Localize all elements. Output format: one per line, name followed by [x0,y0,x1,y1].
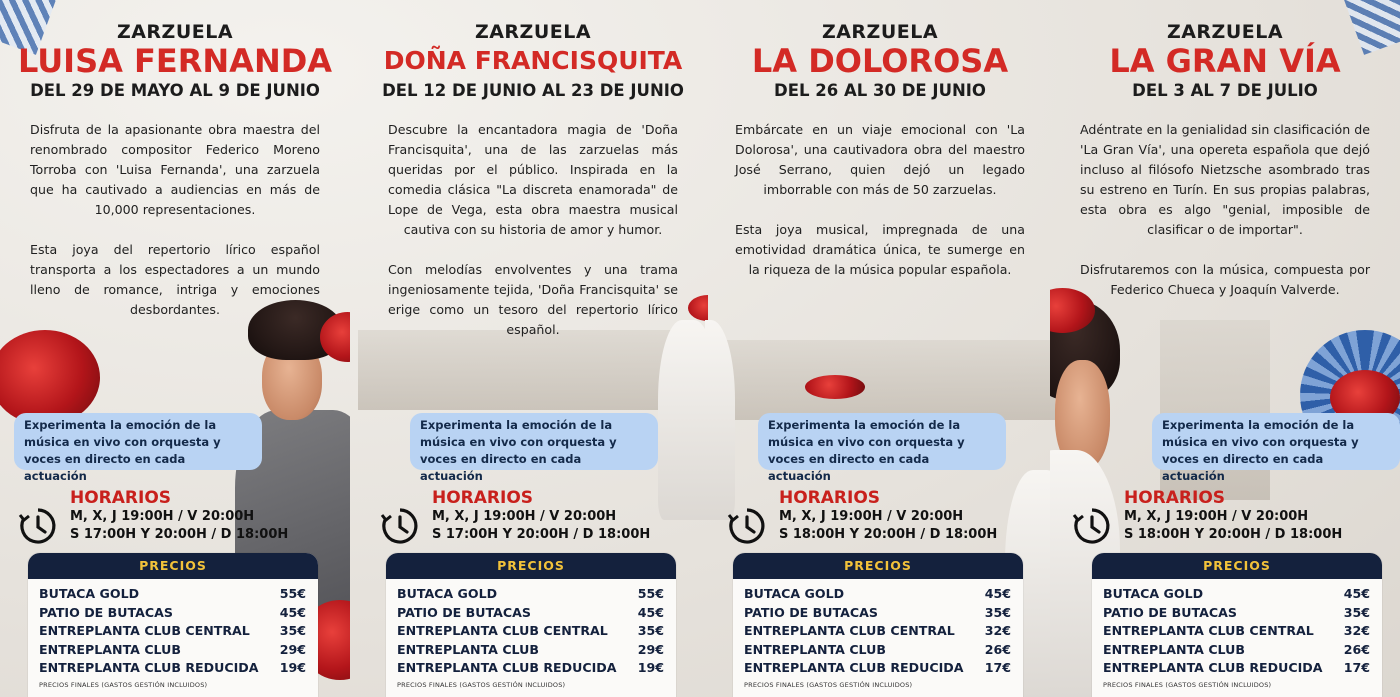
show-title: LA GRAN VÍA [1109,42,1341,80]
live-music-callout: Experimenta la emoción de la música en vivo con orquesta y voces en directo en cada actuación [410,413,658,470]
show-description [735,120,1025,280]
price-value: 45€ [984,586,1011,601]
price-label: ENTREPLANTA CLUB CENTRAL [744,623,955,638]
panel-header [705,22,1055,102]
price-label: ENTREPLANTA CLUB CENTRAL [39,623,250,638]
schedule-title: HORARIOS [432,488,534,508]
price-value: 35€ [637,623,664,638]
panel-header [0,22,350,102]
genre-label: ZARZUELA [821,21,939,43]
show-description [30,120,320,320]
clock-icon [727,506,767,546]
show-dates: DEL 3 AL 7 DE JULIO [1132,81,1318,100]
show-dates: DEL 29 DE MAYO AL 9 DE JUNIO [30,81,320,100]
price-value: 32€ [984,623,1011,638]
price-note: PRECIOS FINALES (GASTOS GESTIÓN INCLUIDOS) [39,680,208,689]
price-value: 26€ [984,641,1011,657]
description-paragraph: Disfruta de la apasionante obra maestra del renombrado compositor Federico Moreno Torroba con 'Luisa Fernanda', una zarzuela que ha cautivado a audiencias en más de 10,000 representaciones. [30,122,320,217]
price-value: 35€ [279,623,306,638]
show-title: LUISA FERNANDA [17,42,333,80]
price-row [744,659,1011,678]
show-dates: DEL 12 DE JUNIO AL 23 DE JUNIO [382,81,684,100]
price-label: BUTACA GOLD [39,586,140,601]
price-row [39,659,306,678]
price-label: ENTREPLANTA CLUB REDUCIDA [397,660,617,675]
show-title: DOÑA FRANCISQUITA [383,46,683,75]
price-value: 29€ [279,641,306,657]
price-label: PATIO DE BUTACAS [744,604,878,620]
price-table [28,553,318,697]
price-row [1103,659,1370,678]
show-title: LA DOLOROSA [751,42,1009,80]
price-table-title: PRECIOS [1092,553,1382,579]
price-table [386,553,676,697]
show-panel-la-gran-via [1050,0,1400,697]
live-music-callout: Experimenta la emoción de la música en vivo con orquesta y voces en directo en cada actuación [758,413,1006,470]
price-label: ENTREPLANTA CLUB CENTRAL [1103,623,1314,638]
schedule-title: HORARIOS [1124,488,1226,508]
schedule-block [1072,488,1372,544]
schedule-title: HORARIOS [70,488,172,508]
price-label: ENTREPLANTA CLUB REDUCIDA [744,660,964,675]
schedule-line: S 18:00H Y 20:00H / D 18:00H [779,527,998,542]
background-scene-image [705,340,1055,420]
price-table [733,553,1023,697]
price-row [39,604,306,623]
schedule-block [727,488,1027,544]
live-music-callout: Experimenta la emoción de la música en vivo con orquesta y voces en directo en cada actuación [14,413,262,470]
schedule-block [380,488,680,544]
price-row [744,604,1011,623]
schedule-line: M, X, J 19:00H / V 20:00H [779,509,964,524]
price-table-title: PRECIOS [733,553,1023,579]
price-row [397,604,664,623]
schedule-line: S 17:00H Y 20:00H / D 18:00H [432,527,651,542]
schedule-line: S 18:00H Y 20:00H / D 18:00H [1124,527,1343,542]
clock-icon [1072,506,1112,546]
price-row [39,622,306,641]
price-note: PRECIOS FINALES (GASTOS GESTIÓN INCLUIDOS) [744,680,913,689]
show-description [1080,120,1370,300]
clock-icon [380,506,420,546]
price-table-title: PRECIOS [386,553,676,579]
genre-label: ZARZUELA [474,21,592,43]
price-label: ENTREPLANTA CLUB REDUCIDA [1103,660,1323,675]
price-row [397,622,664,641]
price-label: ENTREPLANTA CLUB [744,641,886,657]
show-panel-dona-francisquita [358,0,708,697]
price-value: 17€ [984,660,1011,675]
genre-label: ZARZUELA [1166,21,1284,43]
price-row [397,585,664,604]
price-value: 35€ [1343,604,1370,620]
price-label: ENTREPLANTA CLUB REDUCIDA [39,660,259,675]
price-label: PATIO DE BUTACAS [397,604,531,620]
price-row [1103,641,1370,660]
price-label: ENTREPLANTA CLUB [1103,641,1245,657]
show-panel-luisa-fernanda [0,0,350,697]
price-label: BUTACA GOLD [397,586,498,601]
live-music-callout: Experimenta la emoción de la música en vivo con orquesta y voces en directo en cada actuación [1152,413,1400,470]
schedule-line: S 17:00H Y 20:00H / D 18:00H [70,527,289,542]
price-row [744,622,1011,641]
price-label: ENTREPLANTA CLUB [39,641,181,657]
price-value: 26€ [1343,641,1370,657]
description-paragraph: Descubre la encantadora magia de 'Doña Francisquita', una de las zarzuelas más queridas por el público. Inspirada en la comedia clásica "La discreta enamorada" de Lope de Vega, esta obra maestra musical cautiva con su historia de amor y humor. [388,122,678,237]
description-paragraph: Disfrutaremos con la música, compuesta por Federico Chueca y Joaquín Valverde. [1080,262,1370,297]
clock-icon [18,506,58,546]
price-value: 35€ [984,604,1011,620]
price-label: PATIO DE BUTACAS [1103,604,1237,620]
description-paragraph: Esta joya musical, impregnada de una emotividad dramática única, te sumerge en la riqueza de la música popular española. [735,222,1025,277]
price-value: 45€ [1343,586,1370,601]
price-table-title: PRECIOS [28,553,318,579]
panel-header [1050,22,1400,102]
genre-label: ZARZUELA [116,21,234,43]
price-table [1092,553,1382,697]
background-scene-image [358,330,708,410]
panel-header [358,22,708,102]
schedule-line: M, X, J 19:00H / V 20:00H [70,509,255,524]
price-row [397,659,664,678]
price-label: ENTREPLANTA CLUB [397,641,539,657]
show-dates: DEL 26 AL 30 DE JUNIO [774,81,986,100]
show-panel-la-dolorosa [705,0,1055,697]
price-label: BUTACA GOLD [744,586,845,601]
price-note: PRECIOS FINALES (GASTOS GESTIÓN INCLUIDOS) [1103,680,1272,689]
price-row [1103,585,1370,604]
price-row [744,641,1011,660]
rose-image [0,330,100,425]
description-paragraph: Con melodías envolventes y una trama ingeniosamente tejida, 'Doña Francisquita' se erige como un tesoro del repertorio lírico español. [388,262,678,337]
price-row [744,585,1011,604]
price-note: PRECIOS FINALES (GASTOS GESTIÓN INCLUIDOS) [397,680,566,689]
price-label: PATIO DE BUTACAS [39,604,173,620]
price-value: 45€ [637,604,664,620]
flowers-image [805,375,865,399]
schedule-line: M, X, J 19:00H / V 20:00H [432,509,617,524]
schedule-line: M, X, J 19:00H / V 20:00H [1124,509,1309,524]
schedule-title: HORARIOS [779,488,881,508]
price-label: ENTREPLANTA CLUB CENTRAL [397,623,608,638]
price-value: 17€ [1343,660,1370,675]
description-paragraph: Esta joya del repertorio lírico español transporta a los espectadores a un mundo lleno de romance, intriga y emociones desbordantes. [30,242,320,317]
price-value: 19€ [279,660,306,675]
price-value: 32€ [1343,623,1370,638]
price-row [1103,604,1370,623]
price-row [1103,622,1370,641]
price-value: 19€ [637,660,664,675]
price-row [39,641,306,660]
price-value: 55€ [637,586,664,601]
show-description [388,120,678,340]
schedule-block [18,488,318,544]
price-value: 29€ [637,641,664,657]
price-label: BUTACA GOLD [1103,586,1204,601]
price-row [397,641,664,660]
price-value: 45€ [279,604,306,620]
description-paragraph: Embárcate en un viaje emocional con 'La Dolorosa', una cautivadora obra del maestro José Serrano, quien dejó un legado imborrable con más de 50 zarzuelas. [735,122,1025,197]
price-row [39,585,306,604]
description-paragraph: Adéntrate en la genialidad sin clasificación de 'La Gran Vía', una opereta española que dejó incluso al filósofo Nietzsche asombrado tras su estreno en Turín. En sus propias palabras, esta obra es algo "genial, imposible de clasificar o de importar". [1080,122,1370,237]
price-value: 55€ [279,586,306,601]
